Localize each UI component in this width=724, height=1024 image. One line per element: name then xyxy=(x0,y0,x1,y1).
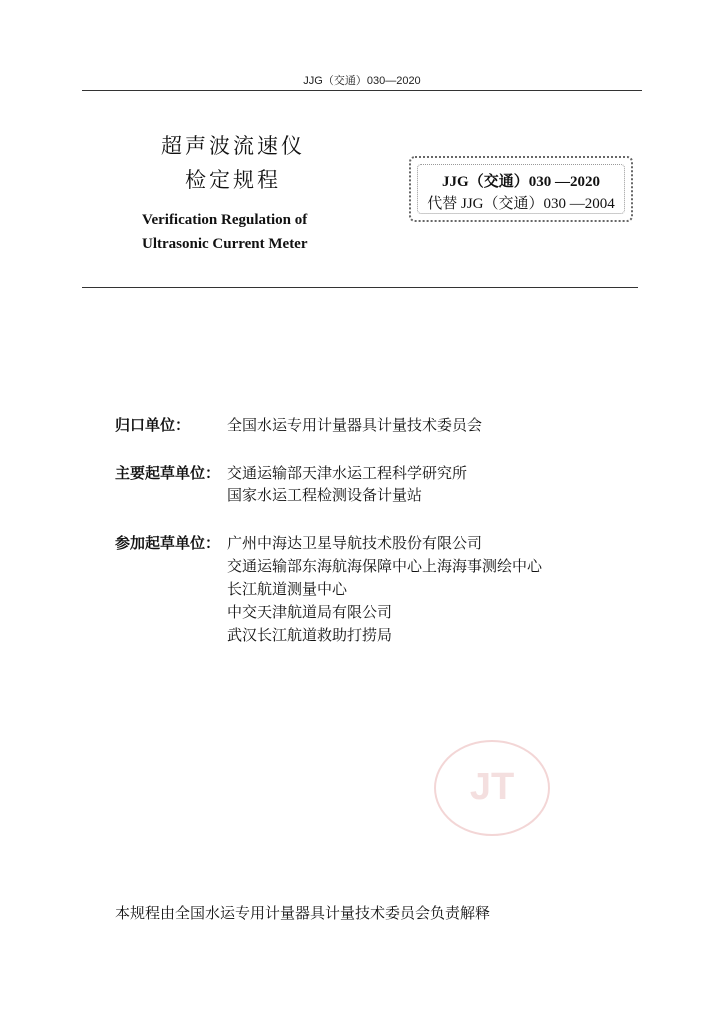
title-english-line2: Ultrasonic Current Meter xyxy=(142,236,308,252)
main-drafting-row xyxy=(115,462,468,504)
main-drafting-label: 主要起草单位： xyxy=(115,464,221,482)
top-rule xyxy=(82,90,642,91)
central-unit-label: 归口单位： xyxy=(115,416,191,434)
replaced-code: 代替 JJG（交通）030 —2004 xyxy=(427,196,615,212)
participating-unit-1: 广州中海达卫星导航技术股份有限公司 xyxy=(227,534,483,552)
title-rule xyxy=(82,287,638,288)
participating-label: 参加起草单位： xyxy=(115,534,221,552)
central-unit-row xyxy=(115,414,483,436)
participating-unit-3: 长江航道测量中心 xyxy=(227,580,348,598)
watermark-text: JT xyxy=(469,766,515,808)
title-chinese-line1: 超声波流速仪 xyxy=(161,134,305,158)
central-unit-value: 全国水运专用计量器具计量技术委员会 xyxy=(227,416,483,434)
title-english-line1: Verification Regulation of xyxy=(142,212,308,228)
main-drafting-unit-1: 交通运输部天津水运工程科学研究所 xyxy=(227,464,468,482)
participating-unit-4: 中交天津航道局有限公司 xyxy=(227,603,393,621)
participating-unit-5: 武汉长江航道救助打捞局 xyxy=(227,626,393,644)
document-code-header: JJG（交通）030—2020 xyxy=(303,75,421,87)
current-code: JJG（交通）030 —2020 xyxy=(442,174,600,190)
main-drafting-unit-2: 国家水运工程检测设备计量站 xyxy=(227,486,423,504)
title-chinese-line2: 检定规程 xyxy=(185,168,281,192)
jt-watermark-logo xyxy=(434,740,550,836)
interpretation-note: 本规程由全国水运专用计量器具计量技术委员会负责解释 xyxy=(115,904,491,922)
participating-unit-2: 交通运输部东海航海保障中心上海海事测绘中心 xyxy=(227,557,543,575)
participating-row xyxy=(115,532,543,644)
regulation-code-box xyxy=(409,156,633,222)
